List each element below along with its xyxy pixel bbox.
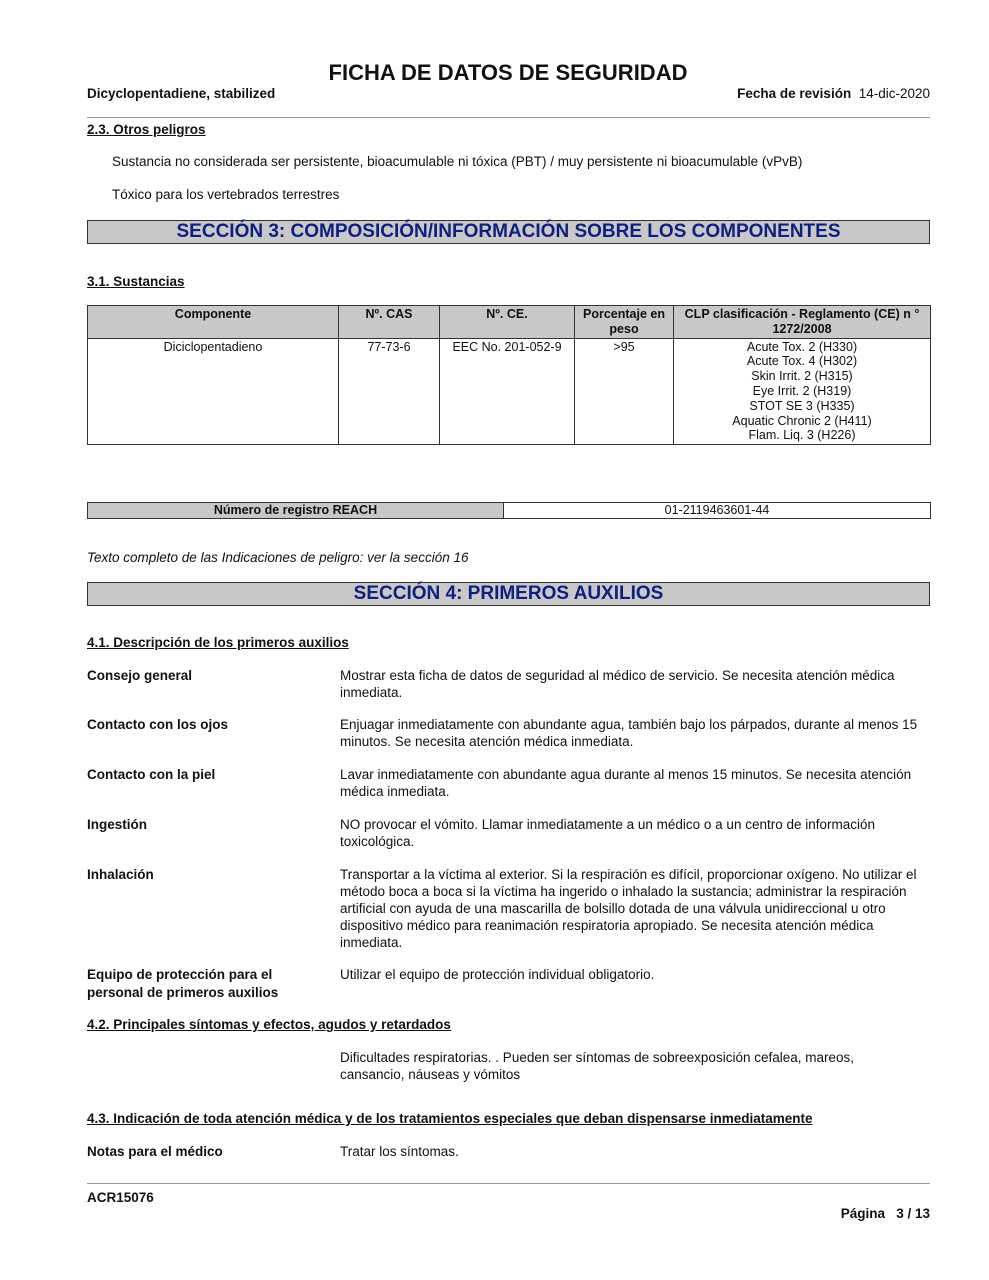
page-value: 3 / 13 <box>896 1206 930 1221</box>
col-componente: Componente <box>88 306 339 339</box>
components-table <box>87 305 931 445</box>
heading-2-3: 2.3. Otros peligros <box>87 122 206 137</box>
cell-percent: >95 <box>575 338 674 445</box>
heading-4-3: 4.3. Indicación de toda atención médica y de los tratamientos especiales que deban dispensarse inmediatamente <box>87 1111 813 1126</box>
row-text: Transportar a la víctima al exterior. Si la respiración es difícil, proporcionar oxígeno. No utilizar el método boca a boca si la víctima ha ingerido o inhalado la sustancia; administrar la respiración artificial con ayuda de una mascarilla de bolsillo dotada de una válvula unidireccional u otro dispositivo médico para reanimación respiratoria apropiado. Se necesita atención médica inmediata. <box>340 867 917 950</box>
footer-divider <box>87 1183 930 1184</box>
col-cas: Nº. CAS <box>339 306 440 339</box>
section-4-title: SECCIÓN 4: PRIMEROS AUXILIOS <box>87 582 930 606</box>
section-3-title: SECCIÓN 3: COMPOSICIÓN/INFORMACIÓN SOBRE LOS COMPONENTES <box>87 220 930 244</box>
row-text: Enjuagar inmediatamente con abundante agua, también bajo los párpados, durante al menos 15 minutos. Se necesita atención médica inmediata. <box>340 717 918 749</box>
row-label: Consejo general <box>87 668 193 683</box>
notes-label: Notas para el médico <box>87 1144 223 1159</box>
cell-clp <box>674 338 931 445</box>
row-label: Contacto con la piel <box>87 767 216 782</box>
page-label: Página <box>840 1206 885 1221</box>
notes-text: Tratar los síntomas. <box>340 1144 459 1159</box>
header-divider <box>87 117 930 118</box>
row-text: Lavar inmediatamente con abundante agua durante al menos 15 minutos. Se necesita atención médica inmediata. <box>340 767 912 799</box>
clp-item: Aquatic Chronic 2 (H411) <box>732 413 872 428</box>
clp-item: Eye Irrit. 2 (H319) <box>752 383 852 398</box>
table-header-row <box>88 306 931 339</box>
row-label: Equipo de protección para el personal de primeros auxilios <box>87 967 279 1000</box>
row-text: Mostrar esta ficha de datos de seguridad al médico de servicio. Se necesita atención médica inmediata. <box>340 668 895 700</box>
clp-item: Skin Irrit. 2 (H315) <box>751 369 853 384</box>
product-name: Dicyclopentadiene, stabilized <box>87 86 276 101</box>
symptoms-text: Dificultades respiratorias. . Pueden ser síntomas de sobreexposición cefalea, mareos, cansancio, náuseas y vómitos <box>340 1050 855 1082</box>
heading-3-1: 3.1. Sustancias <box>87 274 185 289</box>
revision-date: 14-dic-2020 <box>858 86 930 101</box>
row-label: Ingestión <box>87 817 147 832</box>
reach-label: Número de registro REACH <box>88 503 504 519</box>
reach-value: 01-2119463601-44 <box>504 503 931 519</box>
col-porcentaje: Porcentaje en peso <box>575 306 674 339</box>
clp-item: Flam. Liq. 3 (H226) <box>748 428 856 443</box>
document-code: ACR15076 <box>87 1190 154 1205</box>
cell-component: Diciclopentadieno <box>88 338 339 445</box>
col-ce: Nº. CE. <box>440 306 575 339</box>
table-row <box>88 338 931 445</box>
col-clp: CLP clasificación - Reglamento (CE) n ° 1272/2008 <box>674 306 931 339</box>
pbt-text: Sustancia no considerada ser persistente, bioacumulable ni tóxica (PBT) / muy persistente ni bioacumulable (vPvB) <box>112 154 803 169</box>
clp-item: Acute Tox. 2 (H330) <box>746 339 858 354</box>
row-label: Inhalación <box>87 867 154 882</box>
heading-4-1: 4.1. Descripción de los primeros auxilios <box>87 635 349 650</box>
reach-table <box>87 502 931 519</box>
hazard-note: Texto completo de las Indicaciones de peligro: ver la sección 16 <box>87 550 469 565</box>
cell-cas: 77-73-6 <box>339 338 440 445</box>
clp-item: STOT SE 3 (H335) <box>749 398 855 413</box>
page-number <box>841 1206 930 1221</box>
revision-info <box>737 86 930 101</box>
revision-label: Fecha de revisión <box>737 86 852 101</box>
toxicity-text: Tóxico para los vertebrados terrestres <box>112 187 340 202</box>
row-text: NO provocar el vómito. Llamar inmediatamente a un médico o a un centro de información toxicológica. <box>340 817 876 849</box>
heading-4-2: 4.2. Principales síntomas y efectos, agudos y retardados <box>87 1017 451 1032</box>
row-label: Contacto con los ojos <box>87 717 229 732</box>
clp-item: Acute Tox. 4 (H302) <box>746 354 858 369</box>
row-text: Utilizar el equipo de protección individual obligatorio. <box>340 967 655 982</box>
document-title: FICHA DE DATOS DE SEGURIDAD <box>328 60 688 85</box>
cell-ce: EEC No. 201-052-9 <box>440 338 575 445</box>
